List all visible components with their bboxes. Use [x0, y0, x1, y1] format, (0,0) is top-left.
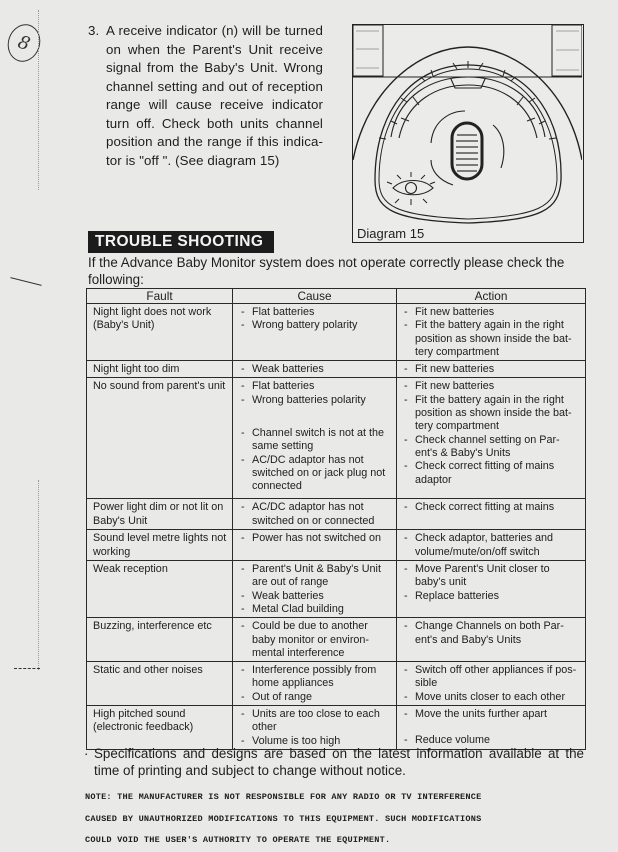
- margin-tick-mark: [10, 277, 41, 286]
- troubleshooting-table: [86, 288, 586, 750]
- page-number-text: 8: [15, 31, 33, 55]
- action-item: - Fit the battery again in the right position as shown inside the bat-tery compartment: [403, 319, 581, 359]
- note-line: COULD VOID THE USER'S AUTHORITY TO OPERATE THE EQUIPMENT.: [85, 835, 391, 845]
- action-cell: [397, 561, 586, 618]
- diagram-15: [352, 24, 584, 243]
- action-item: - Check channel setting on Par-ent's & Baby's Units: [403, 434, 581, 461]
- action-cell: [397, 530, 586, 561]
- cause-cell: [233, 618, 397, 662]
- action-item: - Move the units further apart: [403, 708, 581, 721]
- action-cell: [397, 662, 586, 706]
- section-title: TROUBLE SHOOTING: [88, 231, 274, 253]
- cause-cell: [233, 499, 397, 530]
- fault-cell: Static and other noises: [87, 662, 233, 706]
- cause-item: - Channel switch is not at the same setting: [240, 427, 392, 454]
- fcc-note: [85, 787, 585, 852]
- receive-indicator-paragraph: [88, 22, 323, 170]
- bullet: ·: [84, 746, 89, 761]
- cause-item: - AC/DC adaptor has not switched on or jack plug not connected: [240, 454, 392, 494]
- action-cell: [397, 304, 586, 361]
- table-row: [87, 304, 586, 361]
- action-item: - Reduce volume: [403, 734, 581, 747]
- cause-item: - Metal Clad building: [240, 603, 392, 616]
- table-header-row: [87, 289, 586, 304]
- cause-item: - Wrong batteries polarity: [240, 394, 392, 407]
- parent-unit-illustration: [353, 25, 582, 241]
- cause-cell: [233, 662, 397, 706]
- cause-cell: [233, 561, 397, 618]
- table-row: [87, 378, 586, 499]
- cause-item: - Flat batteries: [240, 306, 392, 319]
- action-item: - Change Channels on both Par-ent's and Baby's Units: [403, 620, 581, 647]
- fault-cell: Sound level metre lights not working: [87, 530, 233, 561]
- action-cell: [397, 361, 586, 378]
- cause-cell: [233, 530, 397, 561]
- action-item: - Check correct fitting at mains: [403, 501, 581, 514]
- table-row: [87, 706, 586, 750]
- item-number: 3.: [88, 23, 100, 38]
- note-line: CAUSED BY UNAUTHORIZED MODIFICATIONS TO THIS EQUIPMENT. SUCH MODIFICATIONS: [85, 813, 482, 824]
- margin-binding-line-lower: [38, 480, 39, 670]
- cause-item: - Weak batteries: [240, 590, 392, 603]
- fault-cell: Power light dim or not lit on Baby's Unit: [87, 499, 233, 530]
- section-lead: If the Advance Baby Monitor system does not operate correctly please check the following:: [88, 255, 565, 287]
- action-cell: [397, 706, 586, 750]
- specifications-text: Specifications and designs are based on the latest information available at the time of printing and subject to change without notice.: [94, 746, 584, 778]
- action-item: - Fit the battery again in the right position as shown inside the bat-tery compartment: [403, 394, 581, 434]
- fault-cell: Night light too dim: [87, 361, 233, 378]
- action-item: - Fit new batteries: [403, 380, 581, 393]
- action-item: - Switch off other appliances if pos-sible: [403, 664, 581, 691]
- table-row: [87, 561, 586, 618]
- cause-item: - Interference possibly from home appliances: [240, 664, 392, 691]
- cause-item: - AC/DC adaptor has not switched on or connected: [240, 501, 392, 528]
- action-cell: [397, 618, 586, 662]
- note-line: NOTE: THE MANUFACTURER IS NOT RESPONSIBLE FOR ANY RADIO OR TV INTERFERENCE: [85, 792, 482, 802]
- fault-cell: Night light does not work (Baby's Unit): [87, 304, 233, 361]
- cause-item: - Parent's Unit & Baby's Unit are out of range: [240, 563, 392, 590]
- action-item: - Fit new batteries: [403, 306, 581, 319]
- action-item: - Fit new batteries: [403, 363, 581, 376]
- action-cell: [397, 499, 586, 530]
- table-row: [87, 499, 586, 530]
- table-row: [87, 530, 586, 561]
- item-text: A receive indicator (n) will be turned on when the Parent's Unit receive signal from the Baby's Unit. Wrong channel setting and out of reception range will cause receive indicator turn off. Check both units channel position and the range if this indica-tor is "off ". (See diagram 15): [106, 23, 323, 168]
- fault-cell: No sound from parent's unit: [87, 378, 233, 499]
- table-row: [87, 662, 586, 706]
- fault-cell: Buzzing, interference etc: [87, 618, 233, 662]
- cause-cell: [233, 378, 397, 499]
- header-action: Action: [397, 289, 586, 304]
- margin-binding-line: [38, 10, 39, 190]
- fault-cell: High pitched sound (electronic feedback): [87, 706, 233, 750]
- table-row: [87, 361, 586, 378]
- action-item: - Check adaptor, batteries and volume/mute/on/off switch: [403, 532, 581, 559]
- cause-item: - Units are too close to each other: [240, 708, 392, 735]
- label-panel-right: [552, 25, 582, 76]
- cause-item: - Flat batteries: [240, 380, 392, 393]
- diagram-caption: Diagram 15: [357, 226, 425, 241]
- specifications-notice: [84, 745, 584, 779]
- cause-item: - Weak batteries: [240, 363, 392, 376]
- fault-cell: Weak reception: [87, 561, 233, 618]
- cause-cell: [233, 304, 397, 361]
- cause-item: - Wrong battery polarity: [240, 319, 392, 332]
- header-fault: Fault: [87, 289, 233, 304]
- action-item: - Replace batteries: [403, 590, 581, 603]
- action-cell: [397, 378, 586, 499]
- header-cause: Cause: [233, 289, 397, 304]
- cause-item: - Could be due to another baby monitor or environ-mental interference: [240, 620, 392, 660]
- margin-dash-mark: [14, 668, 40, 669]
- action-item: - Move units closer to each other: [403, 691, 581, 704]
- cause-item: - Volume is too high: [240, 735, 392, 748]
- cause-item: - Out of range: [240, 691, 392, 704]
- table-row: [87, 618, 586, 662]
- cause-item: - Power has not switched on: [240, 532, 392, 545]
- cause-cell: [233, 361, 397, 378]
- action-item: - Check correct fitting of mains adaptor: [403, 460, 581, 487]
- action-item: - Move Parent's Unit closer to baby's unit: [403, 563, 581, 590]
- cause-cell: [233, 706, 397, 750]
